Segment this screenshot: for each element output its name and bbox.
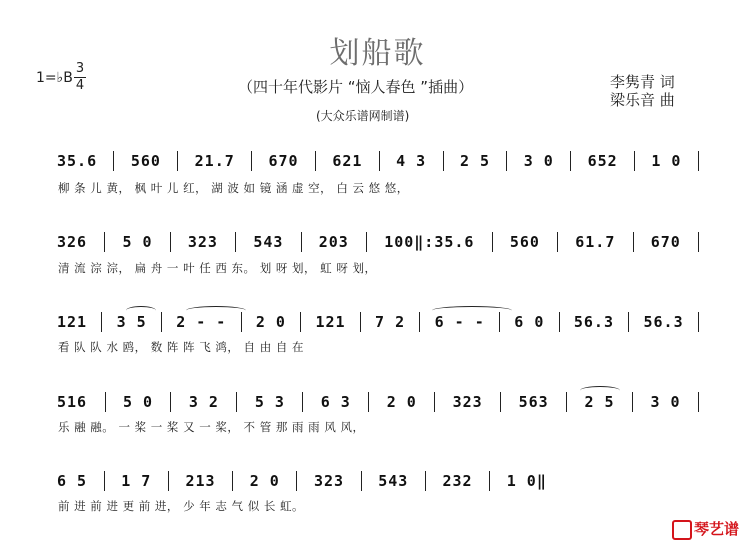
bar-line bbox=[161, 312, 162, 332]
bar-line bbox=[241, 312, 242, 332]
measure: 7 2 bbox=[375, 313, 406, 331]
site-logo bbox=[672, 518, 739, 540]
measure: 1 0 bbox=[651, 152, 682, 170]
bar-line bbox=[236, 392, 237, 412]
measure: 543 bbox=[253, 233, 284, 251]
time-signature bbox=[74, 62, 86, 93]
bar-line bbox=[698, 151, 699, 171]
measure: 5 0 bbox=[122, 393, 154, 411]
bar-line bbox=[104, 232, 105, 252]
bar-line bbox=[633, 232, 634, 252]
bar-line bbox=[232, 471, 233, 491]
composer-credit: 梁乐音 曲 bbox=[610, 91, 675, 109]
measure: 323 bbox=[314, 472, 345, 490]
bar-line bbox=[698, 232, 699, 252]
score-line-1 bbox=[57, 150, 699, 172]
bar-line bbox=[170, 232, 171, 252]
measure: 2 0 bbox=[255, 313, 286, 331]
bar-line bbox=[506, 151, 507, 171]
bar-line bbox=[361, 471, 362, 491]
bar-line bbox=[315, 151, 316, 171]
measure: 3 0 bbox=[650, 393, 681, 411]
measure: 560 bbox=[509, 233, 540, 251]
measure: 4 3 bbox=[396, 152, 427, 170]
bar-line bbox=[170, 392, 171, 412]
measure: 543 bbox=[378, 472, 409, 490]
measure: 203 bbox=[318, 233, 349, 251]
measure: 5 0 bbox=[122, 233, 153, 251]
bar-line bbox=[251, 151, 252, 171]
measure: 35.6 bbox=[57, 152, 98, 170]
slur-mark bbox=[432, 306, 512, 315]
score-line-5 bbox=[57, 470, 547, 492]
bar-line bbox=[632, 392, 633, 412]
time-signature-bottom: 4 bbox=[75, 78, 85, 93]
bar-line bbox=[566, 392, 567, 412]
measure: 3 0 bbox=[523, 152, 554, 170]
measure: 560 bbox=[130, 152, 161, 170]
bar-line bbox=[113, 151, 114, 171]
bar-line bbox=[301, 232, 302, 252]
bar-line bbox=[177, 151, 178, 171]
song-subtitle: （四十年代影片 “恼人春色 ”插曲） bbox=[238, 78, 474, 96]
bar-line bbox=[101, 312, 102, 332]
measure: 326 bbox=[57, 233, 88, 251]
measure: 5 3 bbox=[254, 393, 285, 411]
measure: 323 bbox=[187, 233, 218, 251]
measure: 56.3 bbox=[643, 313, 684, 331]
measure: 516 bbox=[57, 393, 88, 411]
bar-line bbox=[105, 392, 106, 412]
measure: 2 5 bbox=[459, 152, 491, 170]
bar-line bbox=[570, 151, 571, 171]
slur-mark bbox=[580, 386, 620, 395]
lyrics-line-3: 看 队 队 水 鸥， 数 阵 阵 飞 鸿， 自 由 自 在 bbox=[58, 340, 305, 354]
measure: 6 0 bbox=[514, 313, 545, 331]
logo-icon bbox=[672, 520, 692, 540]
lyrics-line-4: 乐 融 融。 一 桨 一 桨 又 一 桨， 不 管 那 雨 雨 风 风， bbox=[58, 420, 365, 434]
measure: 3 2 bbox=[188, 393, 219, 411]
measure: 1 7 bbox=[121, 472, 152, 490]
measure: 2 - - bbox=[176, 313, 227, 331]
measure: 2 0 bbox=[386, 393, 417, 411]
measure: 56.3 bbox=[573, 313, 614, 331]
bar-line bbox=[559, 312, 560, 332]
measure: 100‖:35.6 bbox=[384, 233, 475, 251]
time-signature-top: 3 bbox=[75, 61, 85, 76]
bar-line bbox=[300, 312, 301, 332]
bar-line bbox=[500, 392, 501, 412]
measure: 670 bbox=[650, 233, 681, 251]
bar-line bbox=[419, 312, 420, 332]
measure: 652 bbox=[587, 152, 618, 170]
bar-line bbox=[634, 151, 635, 171]
lyricist-credit: 李隽青 词 bbox=[610, 73, 675, 91]
bar-line bbox=[698, 392, 699, 412]
slur-mark bbox=[126, 306, 156, 315]
measure: 2 5 bbox=[584, 393, 615, 411]
key-signature: 1=♭B bbox=[36, 70, 73, 86]
bar-line bbox=[168, 471, 169, 491]
bar-line bbox=[425, 471, 426, 491]
bar-line bbox=[434, 392, 435, 412]
score-maker-note: (大众乐谱网制谱) bbox=[316, 109, 410, 123]
measure: 1 0‖ bbox=[506, 472, 547, 490]
bar-line bbox=[379, 151, 380, 171]
bar-line bbox=[360, 312, 361, 332]
bar-line bbox=[492, 232, 493, 252]
bar-line bbox=[557, 232, 558, 252]
bar-line bbox=[443, 151, 444, 171]
measure: 21.7 bbox=[194, 152, 235, 170]
song-title: 划船歌 bbox=[329, 36, 426, 71]
measure: 323 bbox=[452, 393, 483, 411]
measure: 61.7 bbox=[575, 233, 616, 251]
lyrics-line-2: 清 流 淙 淙， 扁 舟 一 叶 任 西 东。 划 呀 划， 虹 呀 划， bbox=[58, 261, 377, 275]
bar-line bbox=[368, 392, 369, 412]
measure: 121 bbox=[57, 313, 88, 331]
measure: 563 bbox=[518, 393, 549, 411]
bar-line bbox=[698, 312, 699, 332]
bar-line bbox=[489, 471, 490, 491]
measure: 2 0 bbox=[249, 472, 280, 490]
bar-line bbox=[302, 392, 303, 412]
bar-line bbox=[104, 471, 105, 491]
bar-line bbox=[499, 312, 500, 332]
measure: 121 bbox=[315, 313, 346, 331]
lyrics-line-5: 前 进 前 进 更 前 进， 少 年 志 气 似 长 虹。 bbox=[58, 499, 305, 513]
bar-line bbox=[628, 312, 629, 332]
measure: 670 bbox=[268, 152, 299, 170]
measure: 6 5 bbox=[57, 472, 88, 490]
bar-line bbox=[296, 471, 297, 491]
measure: 232 bbox=[442, 472, 473, 490]
measure: 6 - - bbox=[434, 313, 485, 331]
measure: 3 5 bbox=[116, 313, 147, 331]
bar-line bbox=[235, 232, 236, 252]
slur-mark bbox=[186, 306, 246, 315]
bar-line bbox=[366, 232, 367, 252]
measure: 213 bbox=[185, 472, 216, 490]
score-line-2 bbox=[57, 231, 699, 253]
measure: 621 bbox=[332, 152, 363, 170]
logo-text: 琴艺谱 bbox=[694, 520, 740, 538]
lyrics-line-1: 柳 条 儿 黄， 枫 叶 儿 红， 湖 波 如 镜 涵 虚 空， 白 云 悠 悠， bbox=[58, 181, 409, 195]
measure: 6 3 bbox=[320, 393, 351, 411]
